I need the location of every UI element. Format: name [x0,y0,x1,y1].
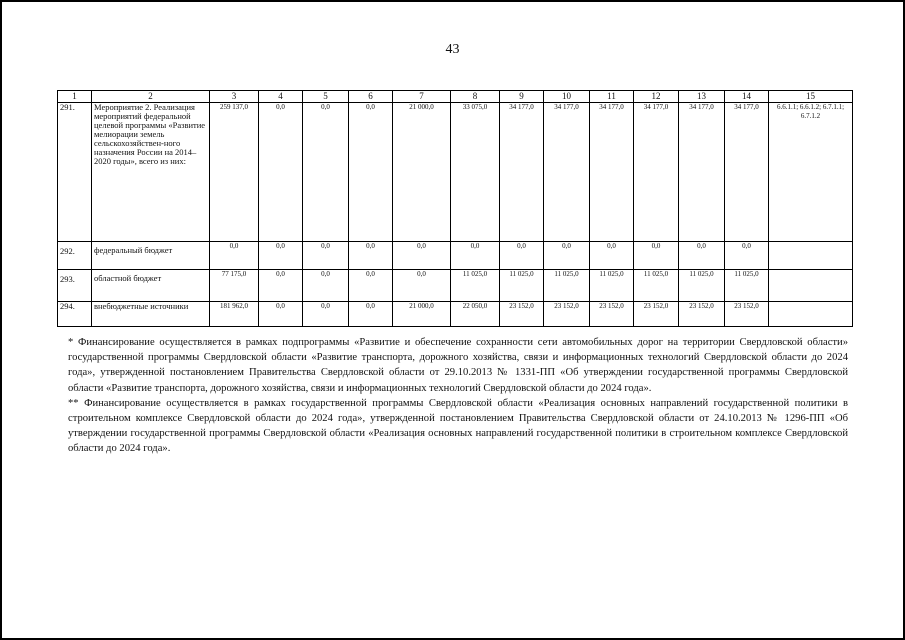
row-number: 294. [58,302,92,327]
row-number: 293. [58,270,92,302]
table-cell: 11 025,0 [451,270,500,302]
target-codes [769,302,853,327]
table-cell: 23 152,0 [500,302,544,327]
column-header: 15 [769,91,853,103]
row-number: 292. [58,242,92,270]
table-cell: 0,0 [259,103,303,242]
table-cell: 0,0 [303,103,349,242]
target-codes: 6.6.1.1; 6.6.1.2; 6.7.1.1; 6.7.1.2 [769,103,853,242]
table-cell: 0,0 [259,302,303,327]
row-name: внебюджетные источники [92,302,210,327]
table-cell: 21 000,0 [393,302,451,327]
table-cell: 23 152,0 [590,302,634,327]
table-cell: 0,0 [451,242,500,270]
column-header: 10 [544,91,590,103]
column-header: 14 [725,91,769,103]
column-header: 7 [393,91,451,103]
table-cell: 0,0 [544,242,590,270]
column-header: 8 [451,91,500,103]
table-cell: 34 177,0 [679,103,725,242]
target-codes [769,270,853,302]
table-cell: 0,0 [349,103,393,242]
table-cell: 0,0 [259,270,303,302]
table-cell: 11 025,0 [544,270,590,302]
table-cell: 0,0 [259,242,303,270]
table-cell: 33 075,0 [451,103,500,242]
row-name: Мероприятие 2. Реализация мероприятий федеральной целевой программы «Развитие мелиорации земель сельскохозяйствен-ного назначения России на 2014–2020 годы», всего из них: [92,103,210,242]
table-cell: 11 025,0 [725,270,769,302]
table-cell: 34 177,0 [590,103,634,242]
table-row [58,103,853,242]
table-cell: 0,0 [393,242,451,270]
table-cell: 0,0 [725,242,769,270]
table-cell: 11 025,0 [679,270,725,302]
table-cell: 22 050,0 [451,302,500,327]
table-row [58,242,853,270]
footnote: ** Финансирование осуществляется в рамках государственной программы Свердловской области «Реализация основных направлений государственной политики в строительном комплексе Свердловской области до 2024 года», утвержденной постановлением Правительства Свердловской области от 24.10.2013 № 1296-ПП «Об утверждении государственной программы Свердловской области «Реализация основных направлений государственной политики в строительном комплексе Свердловской области до 2024 года». [68,397,848,455]
row-name: областной бюджет [92,270,210,302]
table-cell: 11 025,0 [590,270,634,302]
table-cell: 0,0 [349,270,393,302]
column-header: 6 [349,91,393,103]
table-cell: 0,0 [349,302,393,327]
table-cell: 181 962,0 [210,302,259,327]
column-header: 3 [210,91,259,103]
table-cell: 34 177,0 [634,103,679,242]
column-header: 5 [303,91,349,103]
row-name: федеральный бюджет [92,242,210,270]
table-cell: 0,0 [349,242,393,270]
table-cell: 23 152,0 [634,302,679,327]
table-cell: 21 000,0 [393,103,451,242]
table-cell: 0,0 [634,242,679,270]
table-cell: 23 152,0 [679,302,725,327]
table-cell: 11 025,0 [500,270,544,302]
header-row [58,91,853,103]
table-cell: 0,0 [590,242,634,270]
page-number: 43 [445,42,460,57]
table-cell: 259 137,0 [210,103,259,242]
column-header: 1 [58,91,92,103]
table-cell: 0,0 [303,302,349,327]
column-header: 9 [500,91,544,103]
footnote: * Финансирование осуществляется в рамках подпрограммы «Развитие и обеспечение сохранности сети автомобильных дорог на территории Свердловской области» государственной программы Свердловской области «Развитие транспорта, дорожного хозяйства, связи и информационных технологий Свердловской области до 2024 года», утвержденной постановлением Правительства Свердловской области от 29.10.2013 № 1331-ПП «Об утверждении государственной программы Свердловской области «Развитие транспорта, дорожного хозяйства, связи и информационных технологий Свердловской области до 2024 года». [68,337,848,394]
table-cell: 0,0 [393,270,451,302]
table-cell: 0,0 [210,242,259,270]
table-cell: 34 177,0 [725,103,769,242]
target-codes [769,242,853,270]
table-cell: 34 177,0 [544,103,590,242]
table-cell: 0,0 [303,270,349,302]
table-cell: 77 175,0 [210,270,259,302]
column-header: 13 [679,91,725,103]
table-cell: 11 025,0 [634,270,679,302]
table-row [58,270,853,302]
table-cell: 0,0 [303,242,349,270]
footnotes [68,335,848,457]
table-cell: 0,0 [679,242,725,270]
column-header: 11 [590,91,634,103]
column-header: 12 [634,91,679,103]
financing-table [57,90,853,327]
table-cell: 0,0 [500,242,544,270]
column-header: 2 [92,91,210,103]
table-cell: 34 177,0 [500,103,544,242]
column-header: 4 [259,91,303,103]
table-cell: 23 152,0 [544,302,590,327]
row-number: 291. [58,103,92,242]
table-cell: 23 152,0 [725,302,769,327]
table-row [58,302,853,327]
